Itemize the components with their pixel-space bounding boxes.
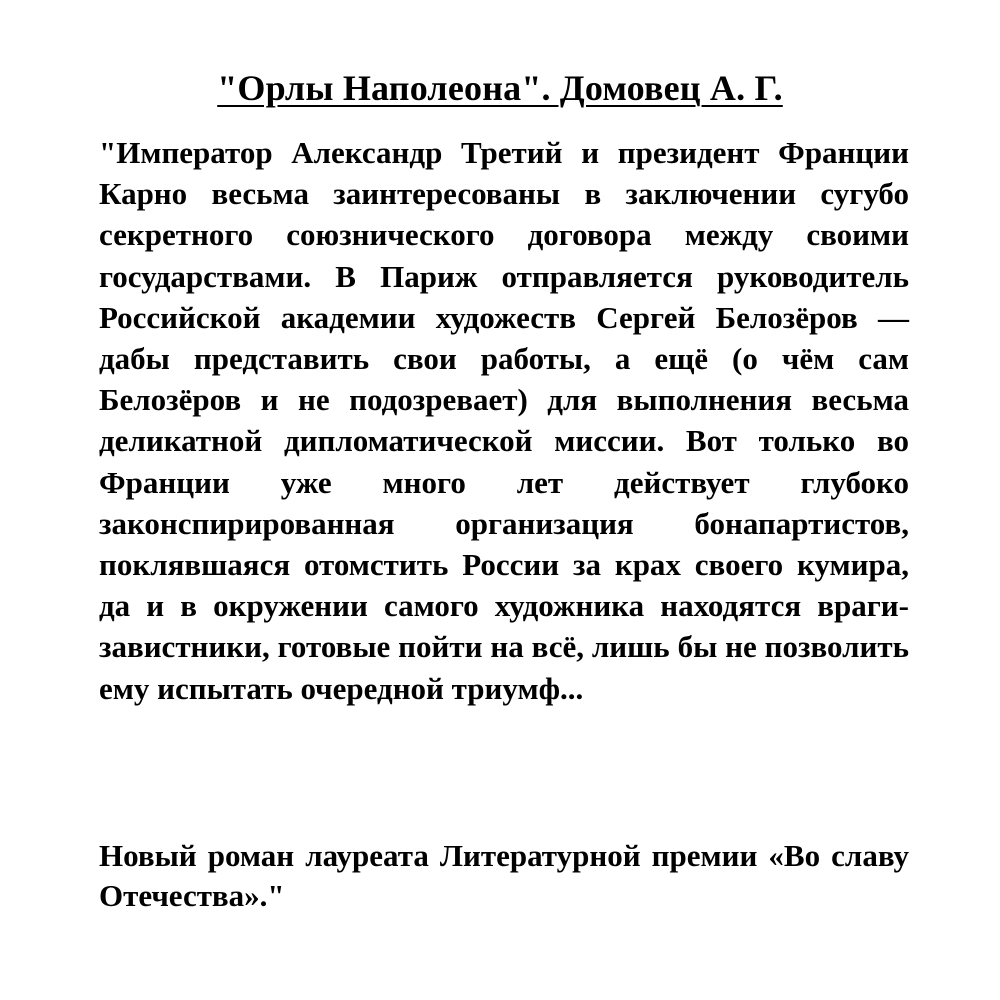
document-title-text: "Орлы Наполеона". Домовец А. Г. bbox=[217, 68, 783, 108]
document-title bbox=[0, 66, 1000, 110]
description-paragraph: "Император Александр Третий и президент Франции Карно весьма заинтересованы в заключении сугубо секретного союзнического договора между своими государствами. В Париж отправляется руководитель Российской академии художеств Сергей Белозёров — дабы представить свои работы, а ещё (о чём сам Белозёров и не подозревает) для выполнения весьма деликатной дипломатической миссии. Вот только во Франции уже много лет действует глубоко законспирированная организация бонапартистов, поклявшаяся отомстить России за крах своего кумира, да и в окружении самого художника находятся враги-завистники, готовые пойти на всё, лишь бы не позволить ему испытать очередной триумф... bbox=[99, 135, 909, 706]
closing-paragraph: Новый роман лауреата Литературной премии «Во славу Отечества»." bbox=[99, 838, 909, 913]
